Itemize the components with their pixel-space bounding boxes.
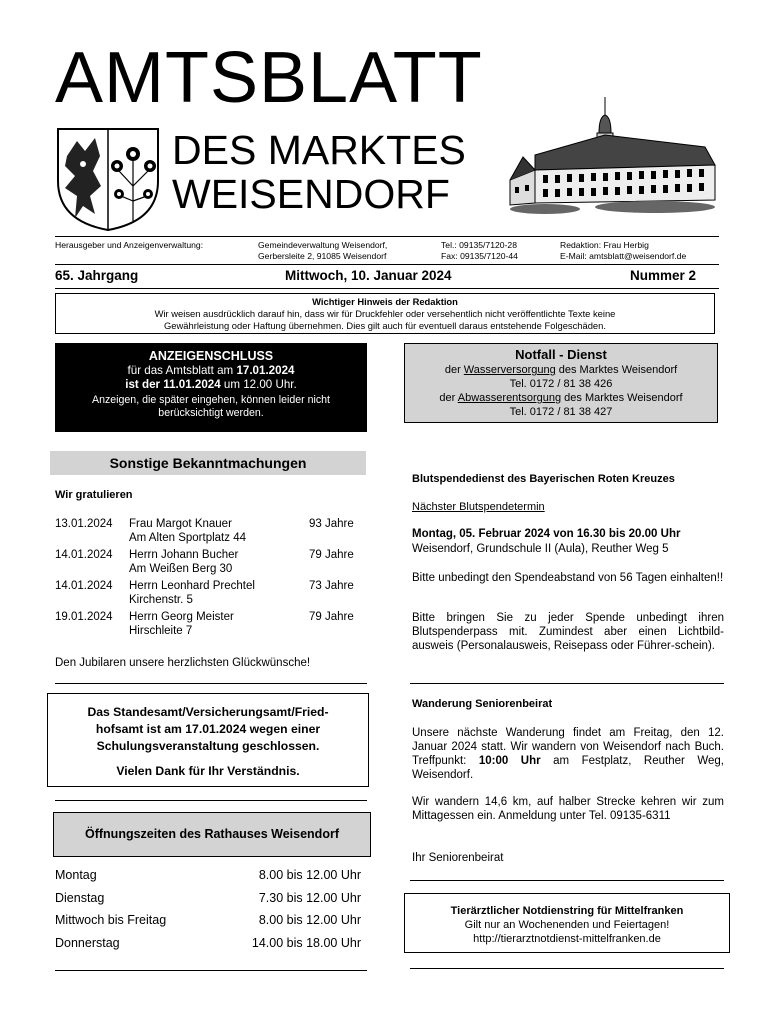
anzeigenschluss-line2-post: um 12.00 Uhr. [220, 378, 297, 391]
publisher-email[interactable]: E-Mail: amtsblatt@weisendorf.de [560, 251, 687, 261]
divider [410, 683, 724, 684]
standesamt-line1: Das Standesamt/Versicherungsamt/Fried- [87, 705, 329, 719]
standesamt-line2: hofsamt ist am 17.01.2024 wegen einer [95, 722, 321, 736]
table-row [55, 548, 367, 576]
table-row [55, 517, 367, 545]
divider [410, 968, 724, 969]
wanderung-heading: Wanderung Seniorenbeirat [412, 698, 553, 710]
coat-of-arms-icon [55, 126, 161, 232]
header-rule-top [55, 236, 719, 237]
masthead-subtitle-line1: DES MARKTES [172, 127, 466, 173]
wanderung-p2: Wir wandern 14,6 km, auf halber Strecke kehren wir zum Mittagessen ein. Anmeldung unter Tel. 09135-6311 [412, 796, 724, 822]
gratulation-table [55, 517, 367, 638]
notfall-line4: Tel. 0172 / 81 38 427 [509, 406, 613, 418]
grat-person [129, 610, 309, 638]
anzeigenschluss-title: ANZEIGENSCHLUSS [148, 349, 274, 363]
header-rule-bottom [55, 288, 719, 289]
blutspende-subheading: Nächster Blutspendetermin [412, 501, 545, 513]
grat-name: Herrn Leonhard Prechtel [129, 580, 255, 592]
standesamt-line4: Vielen Dank für Ihr Verständnis. [116, 764, 300, 778]
grat-name: Herrn Johann Bucher [129, 549, 239, 561]
grat-age: 73 Jahre [309, 580, 354, 592]
tierarzt-title: Tierärztlicher Notdienstring für Mittelfranken [450, 905, 684, 917]
grat-age: 79 Jahre [309, 611, 354, 623]
sonstige-heading: Sonstige Bekanntmachungen [50, 451, 366, 475]
grat-addr: Am Alten Sportplatz 44 [129, 532, 246, 544]
notfall-wasser-link: Wasserversorgung [463, 364, 556, 376]
hours-time: 8.00 bis 12.00 Uhr [258, 913, 361, 927]
grat-date: 14.01.2024 [55, 549, 113, 561]
anzeigenschluss-box [55, 343, 367, 432]
hours-time: 8.00 bis 12.00 Uhr [258, 868, 361, 882]
hours-day: Mittwoch bis Freitag [55, 913, 167, 927]
hours-day: Dienstag [55, 891, 105, 905]
issue-number: Nummer 2 [630, 268, 697, 283]
blutspende-p1: Bitte unbedingt den Spendeabstand von 56 Tagen einhalten!! [412, 572, 724, 584]
notfall-line1 [405, 363, 717, 377]
anzeigenschluss-line4: berücksichtigt werden. [158, 406, 264, 419]
grat-person [129, 579, 309, 607]
blutspende-date: Montag, 05. Februar 2024 von 16.30 bis 20.00 Uhr [412, 528, 681, 540]
publisher-redaktion-name: Redaktion: Frau Herbig [560, 240, 649, 250]
notfall-l1-post: des Marktes Weisendorf [555, 364, 678, 376]
publisher-org-line2: Gerbersleite 2, 91085 Weisendorf [258, 251, 387, 261]
grat-date: 14.01.2024 [55, 580, 113, 592]
anzeigenschluss-line1 [55, 364, 367, 379]
wanderung-sign: Ihr Seniorenbeirat [412, 852, 504, 864]
tierarzt-box [404, 893, 730, 953]
blutspende-heading: Blutspendedienst des Bayerischen Roten Kreuzes [412, 473, 675, 485]
notfall-box [404, 343, 718, 423]
publisher-org-line1: Gemeindeverwaltung Weisendorf, [258, 240, 388, 250]
hinweis-line1: Wir weisen ausdrücklich darauf hin, dass wir für Druckfehler oder versehentlich nicht veröffentlichte Texte keine [154, 308, 616, 319]
grat-name: Herrn Georg Meister [129, 611, 234, 623]
masthead-title: AMTSBLATT [55, 38, 483, 118]
hinweis-line2: Gewährleistung oder Haftung übernehmen. Dies gilt auch für eventuell daraus entstehende Folgeschäden. [164, 320, 606, 331]
wanderung-p1-pre: Unsere nächste Wanderung findet am Freitag, den 12. Januar 2024 statt. Wir wandern von Weisendorf nach Buch. Treffpunkt: [412, 727, 724, 767]
hours-row [55, 913, 361, 927]
anzeigenschluss-date1: 17.01.2024 [236, 363, 295, 377]
issue-jahrgang: 65. Jahrgang [55, 268, 139, 283]
castle-illustration-icon [505, 95, 720, 215]
grat-date: 19.01.2024 [55, 611, 113, 623]
notfall-l1-pre: der [444, 364, 464, 376]
wanderung-p1 [412, 726, 724, 782]
masthead-subtitle-line2: WEISENDORF [172, 171, 450, 217]
notfall-l3-pre: der [439, 392, 458, 404]
hours-row [55, 868, 361, 882]
notfall-l3-post: des Marktes Weisendorf [561, 392, 683, 404]
anzeigenschluss-line3: Anzeigen, die später eingehen, können leider nicht [92, 393, 330, 406]
oeffnungszeiten-heading: Öffnungszeiten des Rathauses Weisendorf [53, 812, 371, 857]
standesamt-line3: Schulungsveranstaltung geschlossen. [96, 739, 320, 753]
hinweis-title: Wichtiger Hinweis der Redaktion [312, 296, 458, 307]
notfall-abwasser-link: Abwasserentsorgung [457, 392, 562, 404]
divider [55, 683, 367, 684]
publisher-org [258, 240, 387, 262]
hours-day: Donnerstag [55, 936, 120, 950]
gratulation-closing: Den Jubilaren unsere herzlichsten Glückwünsche! [55, 657, 311, 669]
hinweis-box [55, 293, 715, 334]
grat-addr: Am Weißen Berg 30 [129, 563, 233, 575]
hours-time: 7.30 bis 12.00 Uhr [258, 891, 361, 905]
tierarzt-line2: Gilt nur an Wochenenden und Feiertagen! [464, 919, 670, 931]
hours-row [55, 891, 361, 905]
divider [410, 880, 724, 881]
publisher-tel: Tel.: 09135/7120-28 [441, 240, 517, 250]
header-rule-mid [55, 264, 719, 265]
grat-date: 13.01.2024 [55, 518, 113, 530]
anzeigenschluss-line1-pre: für das Amtsblatt am [127, 363, 237, 377]
notfall-line3 [405, 391, 717, 405]
grat-name: Frau Margot Knauer [129, 518, 232, 530]
standesamt-box [47, 693, 369, 787]
divider [55, 800, 367, 801]
hours-row [55, 936, 361, 950]
grat-age: 79 Jahre [309, 549, 354, 561]
notfall-title: Notfall - Dienst [515, 347, 607, 362]
divider [55, 970, 367, 971]
masthead-subtitle [172, 128, 466, 216]
publisher-fax: Fax: 09135/7120-44 [441, 251, 518, 261]
anzeigenschluss-date2: ist der 11.01.2024 [125, 378, 221, 391]
wanderung-p1-post: am Festplatz, Reuther Weg, Weisendorf. [412, 755, 724, 781]
blutspende-location: Weisendorf, Grundschule II (Aula), Reuther Weg 5 [412, 543, 669, 555]
publisher-label: Herausgeber und Anzeigenverwaltung: [55, 240, 204, 250]
grat-addr: Kirchenstr. 5 [129, 594, 193, 606]
gratulieren-heading: Wir gratulieren [55, 489, 133, 501]
anzeigenschluss-line2 [55, 378, 367, 393]
publisher-contact [441, 240, 518, 262]
blutspende-p2: Bitte bringen Sie zu jeder Spende unbedingt ihren Blutspenderpass mit. Zumindest aber einen Lichtbild-ausweis (Personalausweis, Reisepass oder Führer-schein). [412, 612, 724, 652]
grat-person [129, 548, 309, 576]
grat-person [129, 517, 309, 545]
issue-date: Mittwoch, 10. Januar 2024 [285, 268, 452, 283]
grat-age: 93 Jahre [309, 518, 354, 530]
wanderung-time: 10:00 Uhr [478, 755, 541, 767]
grat-addr: Hirschleite 7 [129, 625, 193, 637]
tierarzt-url[interactable]: http://tierarztnotdienst-mittelfranken.de [473, 933, 661, 945]
table-row [55, 579, 367, 607]
publisher-redaktion [560, 240, 686, 262]
notfall-line2: Tel. 0172 / 81 38 426 [509, 378, 613, 390]
hours-time: 14.00 bis 18.00 Uhr [251, 936, 361, 950]
table-row [55, 610, 367, 638]
hours-day: Montag [55, 868, 97, 882]
